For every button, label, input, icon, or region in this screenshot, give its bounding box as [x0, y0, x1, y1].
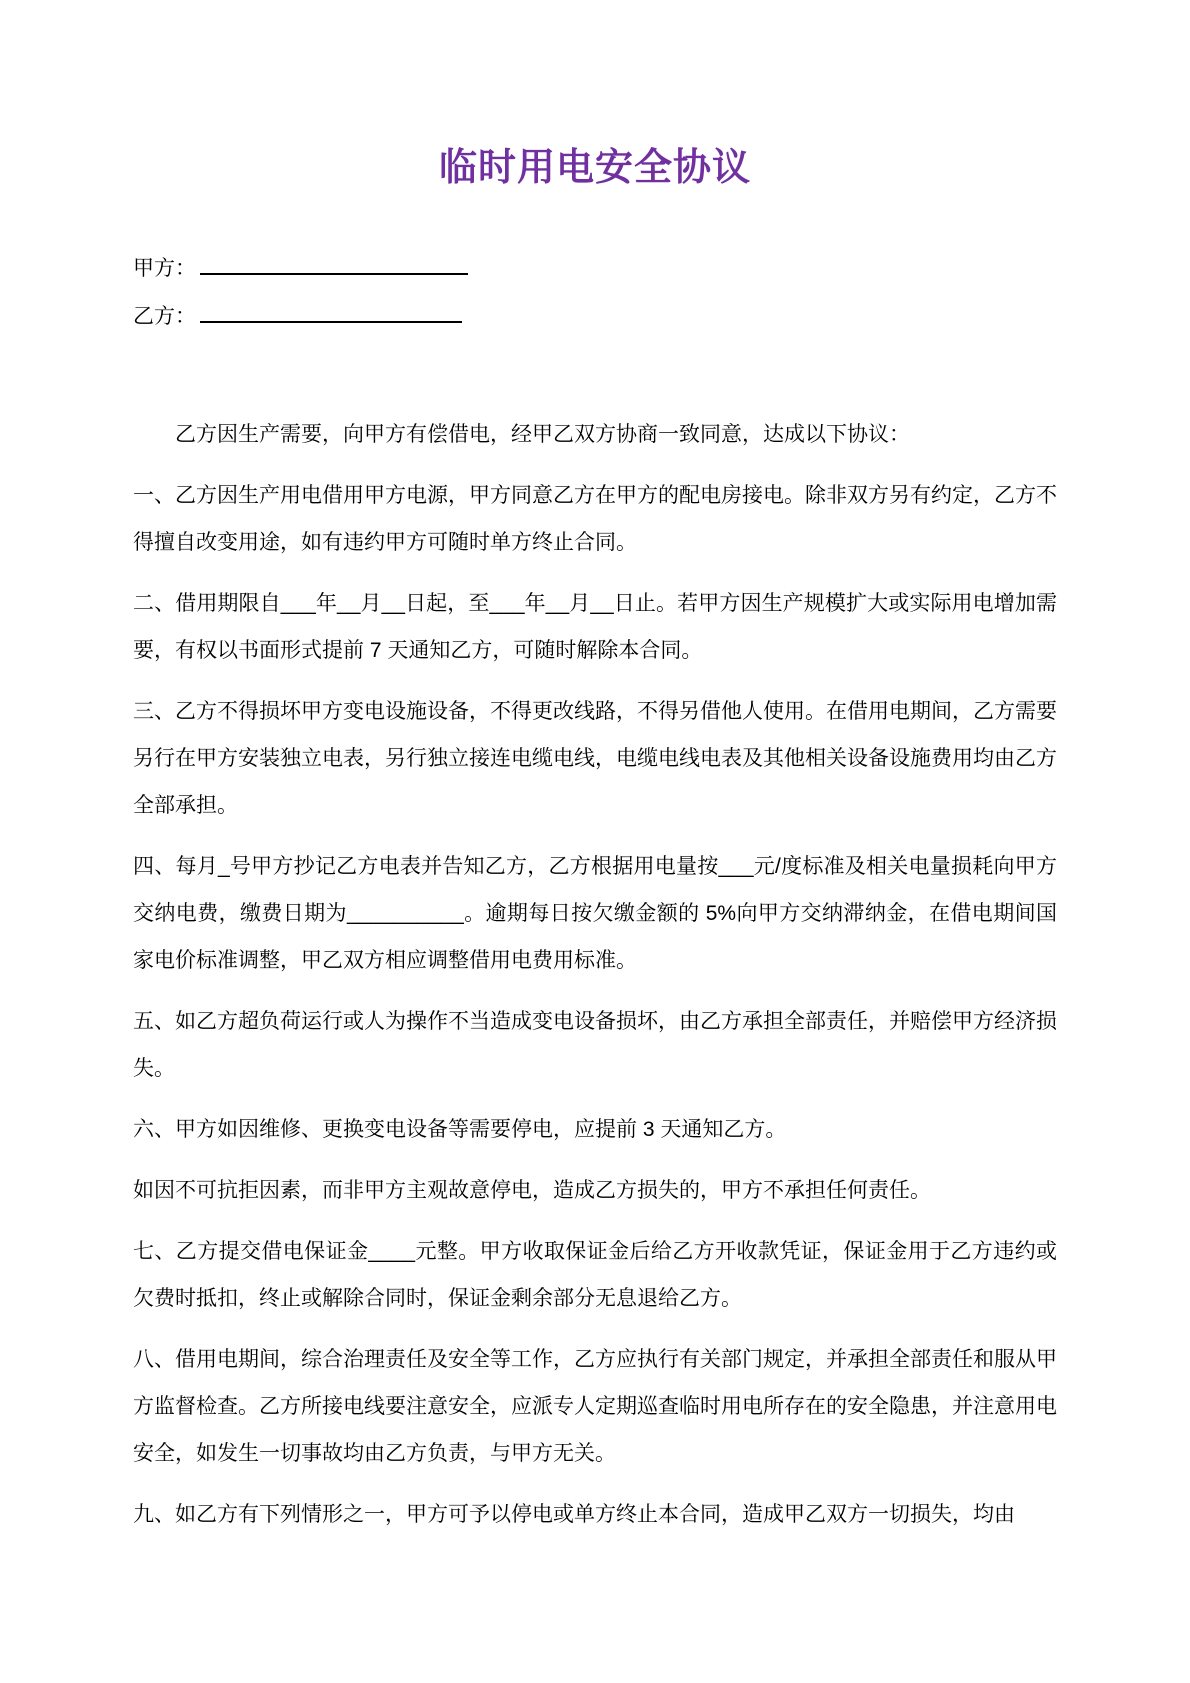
clause-paragraph: 六、甲方如因维修、更换变电设备等需要停电，应提前 3 天通知乙方。 — [133, 1118, 787, 1142]
clause-paragraph: 如因不可抗拒因素，而非甲方主观故意停电，造成乙方损失的，甲方不承担任何责任。 — [133, 1179, 931, 1203]
clause-paragraph: 八、借用电期间，综合治理责任及安全等工作，乙方应执行有关部门规定，并承担全部责任和服从甲方监督检查。乙方所接电线要注意安全，应派专人定期巡查临时用电所存在的安全隐患，并注意用电安全，如发生一切事故均由乙方负责，与甲方无关。 — [133, 1348, 1057, 1466]
document-title: 临时用电安全协议 — [438, 147, 751, 189]
party-b-line — [133, 293, 1057, 341]
clause-list — [133, 472, 1057, 1538]
party-b-label: 乙方： — [133, 305, 196, 329]
clause-paragraph: 三、乙方不得损坏甲方变电设施设备，不得更改线路，不得另借他人使用。在借用电期间，乙方需要另行在甲方安装独立电表，另行独立接连电缆电线，电缆电线电表及其他相关设备设施费用均由乙方全部承担。 — [133, 700, 1057, 818]
party-a-label: 甲方： — [133, 257, 196, 281]
party-a-line — [133, 245, 1057, 293]
clause-paragraph: 九、如乙方有下列情形之一，甲方可予以停电或单方终止本合同，造成甲乙双方一切损失，均由 — [133, 1503, 1015, 1527]
party-b-blank — [200, 302, 462, 323]
clause-paragraph: 四、每月_号甲方抄记乙方电表并告知乙方，乙方根据用电量按___元/度标准及相关电量损耗向甲方交纳电费，缴费日期为__________。逾期每日按欠缴金额的 5%向甲方交纳滞纳金，在借电期间国家电价标准调整，甲乙双方相应调整借用电费用标准。 — [133, 855, 1057, 973]
party-a-blank — [200, 254, 468, 275]
clause-paragraph: 一、乙方因生产用电借用甲方电源，甲方同意乙方在甲方的配电房接电。除非双方另有约定，乙方不得擅自改变用途，如有违约甲方可随时单方终止合同。 — [133, 484, 1057, 555]
intro-paragraph: 乙方因生产需要，向甲方有偿借电，经甲乙双方协商一致同意，达成以下协议： — [175, 423, 910, 447]
clause-paragraph: 七、乙方提交借电保证金____元整。甲方收取保证金后给乙方开收款凭证，保证金用于乙方违约或欠费时抵扣，终止或解除合同时，保证金剩余部分无息退给乙方。 — [133, 1240, 1057, 1311]
clause-paragraph: 五、如乙方超负荷运行或人为操作不当造成变电设备损坏，由乙方承担全部责任，并赔偿甲方经济损失。 — [133, 1010, 1057, 1081]
clause-paragraph: 二、借用期限自___年__月__日起，至___年__月__日止。若甲方因生产规模扩大或实际用电增加需要，有权以书面形式提前 7 天通知乙方，可随时解除本合同。 — [133, 592, 1057, 663]
